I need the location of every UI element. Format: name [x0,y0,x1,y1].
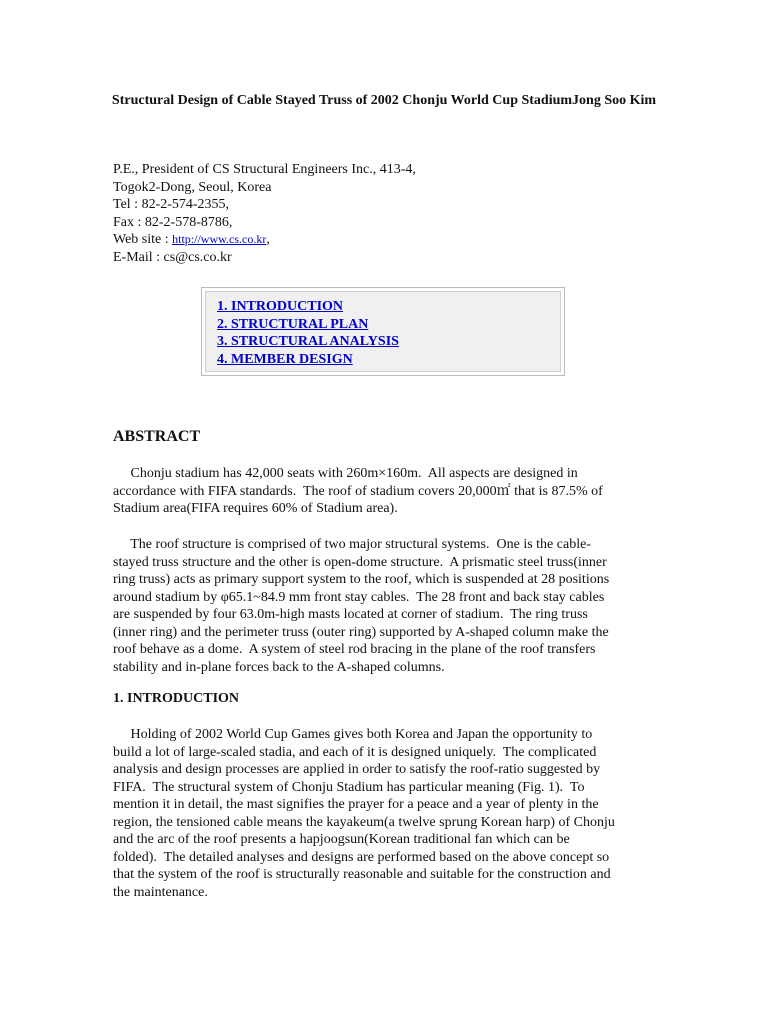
affiliation-line-1: P.E., President of CS Structural Engineers Inc., 413-4, [113,162,416,177]
telephone: Tel : 82-2-574-2355, [113,197,230,212]
abstract-paragraph-1 [113,465,658,518]
text-line: The roof structure is comprised of two major structural systems. One is the cable- [113,537,591,552]
text-line: accordance with FIFA standards. The roof of stadium covers 20,000㎡ that is 87.5% of [113,483,603,499]
text-line: (inner ring) and the perimeter truss (outer ring) supported by A-shaped column make the [113,624,609,640]
website-link[interactable]: http://www.cs.co.kr [172,232,267,246]
paper-title: Structural Design of Cable Stayed Truss of 2002 Chonju World Cup StadiumJong Soo Kim [111,93,657,108]
text-line: region, the tensioned cable means the kayakeum(a twelve sprung Korean harp) of Chonju [113,814,615,830]
affiliation-line-2: Togok2-Dong, Seoul, Korea [113,179,272,195]
text-line: and the arc of the roof presents a hapjoogsun(Korean traditional fan which can be [113,832,570,847]
website-trailing: , [266,232,270,247]
text-line: around stadium by φ65.1~84.9 mm front stay cables. The 28 front and back stay cables [113,589,605,605]
toc-link-introduction[interactable]: 1. INTRODUCTION [217,299,344,314]
text-line: folded). The detailed analyses and designs are performed based on the above concept so [113,849,610,865]
text-line: stability and in-plane forces back to the A-shaped columns. [113,659,445,675]
text-line: are suspended by four 63.0m-high masts located at corner of stadium. The ring truss [113,607,588,622]
author-block [113,161,416,266]
fax: Fax : 82-2-578-8786, [113,214,233,230]
introduction-paragraph [113,726,658,901]
website-line [113,231,416,249]
introduction-heading: 1. INTRODUCTION [113,691,240,706]
toc-link-structural-plan[interactable]: 2. STRUCTURAL PLAN [217,316,369,332]
toc-panel [205,291,561,372]
text-line: the maintenance. [113,884,208,900]
text-line: stayed truss structure and the other is open-dome structure. A prismatic steel truss(inner [113,554,607,570]
table-of-contents [201,287,565,376]
text-line: mention it in detail, the mast signifies the prayer for a peace and a year of plenty in the [113,797,599,812]
text-line: ring truss) acts as primary support system to the roof, which is suspended at 28 positions [113,572,610,587]
text-line: FIFA. The structural system of Chonju Stadium has particular meaning (Fig. 1). To [113,779,585,795]
text-line: roof behave as a dome. A system of steel rod bracing in the plane of the roof transfers [113,642,596,657]
text-line: Stadium area(FIFA requires 60% of Stadium area). [113,501,398,516]
text-line: analysis and design processes are applied in order to satisfy the roof-ratio suggested by [113,762,601,777]
toc-link-member-design[interactable]: 4. MEMBER DESIGN [217,351,353,367]
text-line: Holding of 2002 World Cup Games gives both Korea and Japan the opportunity to [113,727,593,742]
text-line: that the system of the roof is structurally reasonable and suitable for the construction and [113,867,611,882]
abstract-heading: ABSTRACT [113,428,201,445]
text-line: build a lot of large-scaled stadia, and each of it is designed uniquely. The complicated [113,744,597,760]
website-label: Web site : [113,232,173,247]
text-line: Chonju stadium has 42,000 seats with 260m×160m. All aspects are designed in [113,466,578,481]
email: E-Mail : cs@cs.co.kr [113,249,232,265]
toc-link-structural-analysis[interactable]: 3. STRUCTURAL ANALYSIS [217,334,399,349]
abstract-paragraph-2 [113,536,658,676]
